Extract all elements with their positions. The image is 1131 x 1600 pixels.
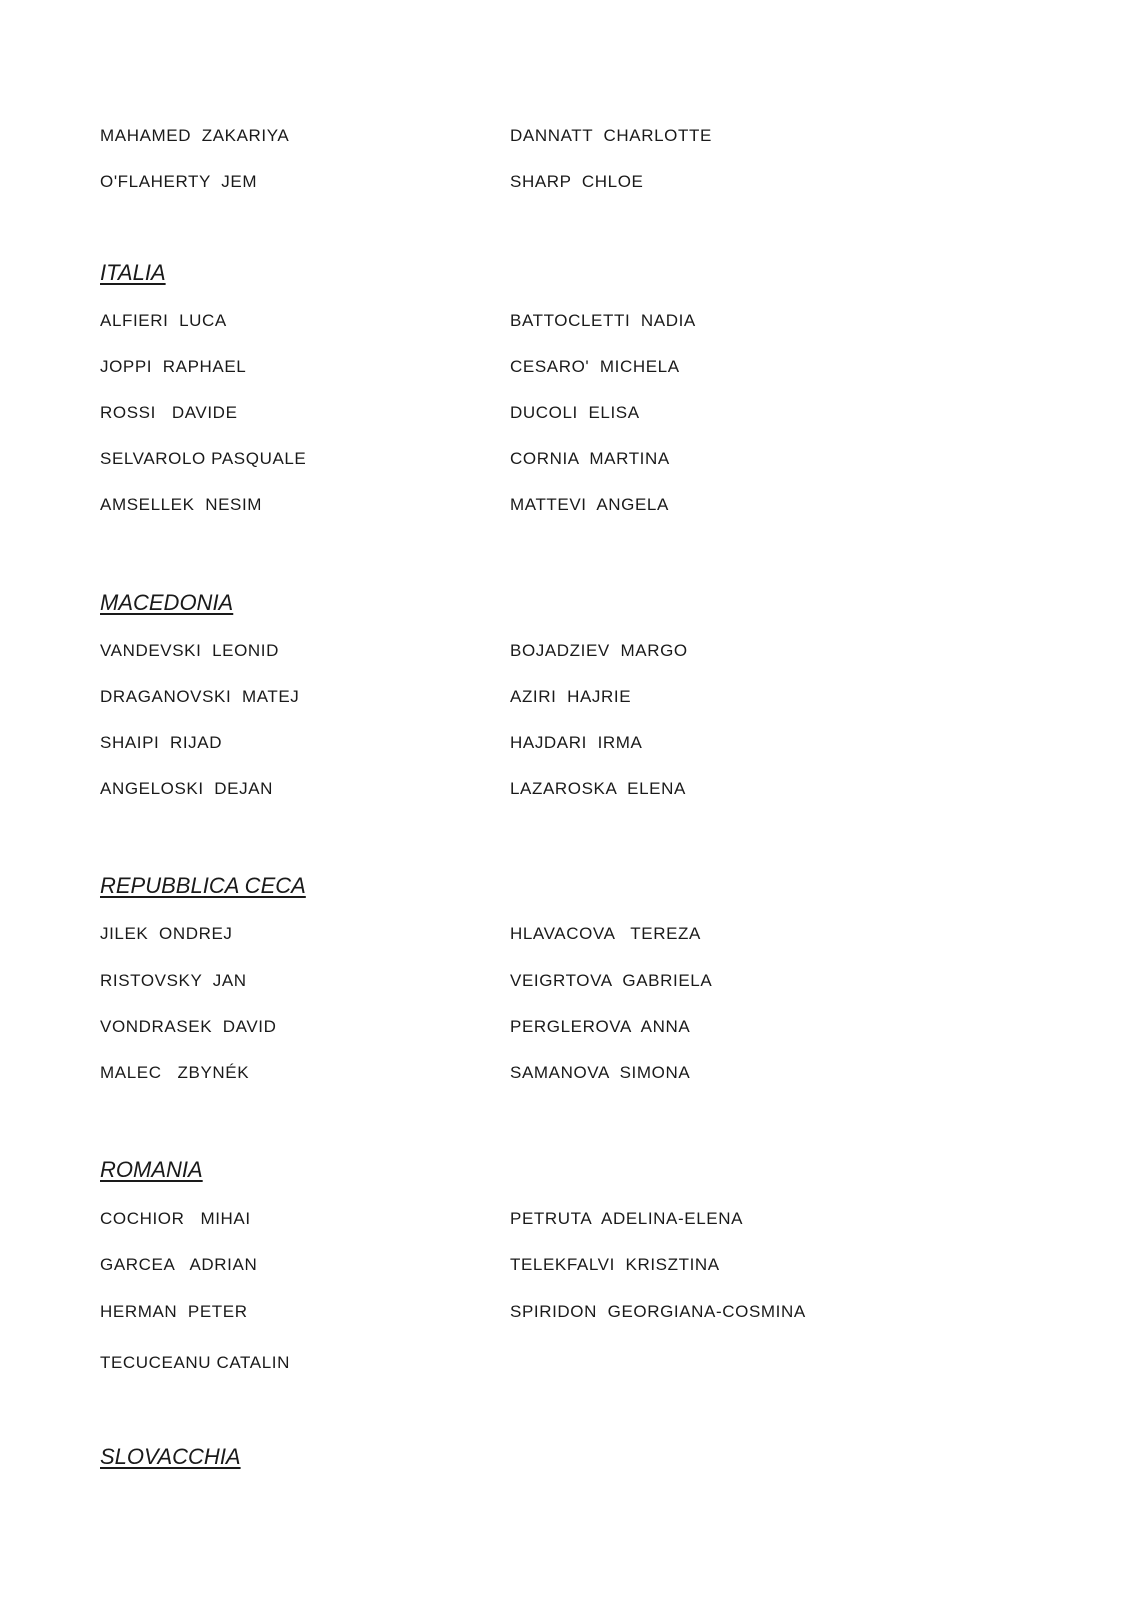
name-entry: VONDRASEK DAVID <box>100 1017 277 1036</box>
section-heading-repubblica-ceca: REPUBBLICA CECA <box>100 873 306 898</box>
name-entry: JOPPI RAPHAEL <box>100 357 247 376</box>
section-heading-slovacchia: SLOVACCHIA <box>100 1444 241 1469</box>
section-heading-romania: ROMANIA <box>100 1157 203 1182</box>
name-entry: AMSELLEK NESIM <box>100 495 263 514</box>
name-entry: VEIGRTOVA GABRIELA <box>510 971 713 990</box>
name-entry: DANNATT CHARLOTTE <box>510 126 712 145</box>
name-entry: COCHIOR MIHAI <box>100 1209 251 1228</box>
name-entry: JILEK ONDREJ <box>100 924 233 943</box>
name-entry: MATTEVI ANGELA <box>510 495 669 514</box>
name-entry: SELVAROLO PASQUALE <box>100 449 307 468</box>
name-entry: AZIRI HAJRIE <box>510 687 632 706</box>
name-entry: O'FLAHERTY JEM <box>100 172 258 191</box>
name-entry: ALFIERI LUCA <box>100 311 227 330</box>
name-entry: MALEC ZBYNÉK <box>100 1063 250 1082</box>
name-entry: PERGLEROVA ANNA <box>510 1017 691 1036</box>
name-entry: HLAVACOVA TEREZA <box>510 924 701 943</box>
name-entry: SPIRIDON GEORGIANA-COSMINA <box>510 1302 806 1321</box>
section-heading-macedonia: MACEDONIA <box>100 590 234 615</box>
name-entry: GARCEA ADRIAN <box>100 1255 258 1274</box>
section-heading-italia: ITALIA <box>100 260 166 285</box>
name-entry: BATTOCLETTI NADIA <box>510 311 696 330</box>
name-entry: SHARP CHLOE <box>510 172 644 191</box>
name-entry: TELEKFALVI KRISZTINA <box>510 1255 720 1274</box>
name-entry: DRAGANOVSKI MATEJ <box>100 687 300 706</box>
name-entry: SAMANOVA SIMONA <box>510 1063 691 1082</box>
name-entry: HAJDARI IRMA <box>510 733 643 752</box>
name-entry: ANGELOSKI DEJAN <box>100 779 274 798</box>
name-entry: BOJADZIEV MARGO <box>510 641 688 660</box>
name-entry: CESARO' MICHELA <box>510 357 680 376</box>
name-entry: MAHAMED ZAKARIYA <box>100 126 290 145</box>
name-entry: LAZAROSKA ELENA <box>510 779 686 798</box>
name-entry: CORNIA MARTINA <box>510 449 670 468</box>
name-entry: PETRUTA ADELINA-ELENA <box>510 1209 744 1228</box>
name-entry: SHAIPI RIJAD <box>100 733 223 752</box>
name-entry: ROSSI DAVIDE <box>100 403 238 422</box>
name-entry: RISTOVSKY JAN <box>100 971 247 990</box>
name-entry: HERMAN PETER <box>100 1302 248 1321</box>
name-entry: TECUCEANU CATALIN <box>100 1353 290 1372</box>
name-entry: DUCOLI ELISA <box>510 403 640 422</box>
name-entry: VANDEVSKI LEONID <box>100 641 279 660</box>
